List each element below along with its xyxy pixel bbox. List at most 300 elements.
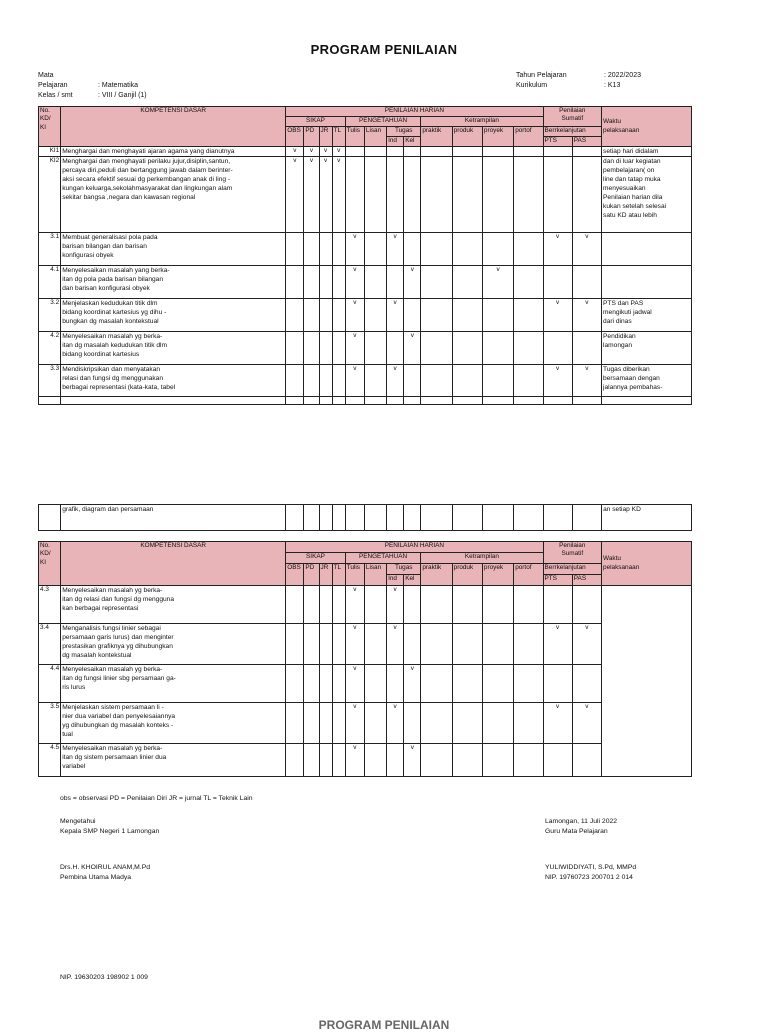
empty-cell [364, 586, 386, 624]
table-row [39, 744, 692, 777]
check-pd [304, 233, 319, 266]
col-waktu-header: Waktu pelaksanaan [602, 107, 692, 147]
waktu-cell [602, 586, 692, 777]
col-lisan-header-2: Lisan [364, 564, 386, 586]
empty-cell [514, 332, 543, 365]
check-proyek [482, 147, 513, 157]
check-pts [543, 586, 572, 624]
check-kel [404, 147, 421, 157]
col-sumatif-header: Penilaian Sumatif [543, 107, 602, 127]
empty-cell [514, 397, 543, 405]
check-tulis: v [345, 586, 364, 624]
empty-cell [332, 624, 345, 665]
empty-cell [332, 586, 345, 624]
check-pas [572, 586, 601, 624]
check-ind: v [387, 233, 404, 266]
check-tl [332, 332, 345, 365]
kd-continued-text: grafik, diagram dan persamaan [61, 505, 286, 531]
next-page-title: PROGRAM PENILAIAN [318, 1018, 450, 1032]
empty-cell [319, 586, 332, 624]
empty-cell [364, 703, 386, 744]
tahun-value: : 2022/2023 [604, 72, 641, 79]
check-jr [319, 332, 332, 365]
check-pts: v [543, 365, 572, 397]
check-pd: v [304, 157, 319, 233]
empty-cell [332, 665, 345, 703]
empty-cell [319, 397, 332, 405]
empty-cell [452, 157, 482, 233]
check-tl [332, 299, 345, 332]
check-pas [572, 332, 601, 365]
empty-cell [286, 586, 304, 624]
kd-description: Menjelaskan kedudukan titik dlm bidang koordinat kartesius yg dihu - bungkan dg masalah kontekstual [61, 299, 286, 332]
col-lisan-header: Lisan [364, 127, 386, 147]
check-tl [332, 266, 345, 299]
kd-number: KI2 [39, 157, 61, 233]
table-row [39, 266, 692, 299]
col-proyek-header: proyek [482, 127, 513, 147]
check-pts [543, 147, 572, 157]
check-kel [404, 365, 421, 397]
check-kel [404, 233, 421, 266]
check-obs [286, 266, 304, 299]
check-tulis: v [345, 624, 364, 665]
kd-description: Menyelesaikan masalah yg berka- itan dg fungsi linier sbg persamaan ga- ris lurus [61, 665, 286, 703]
empty-cell [364, 266, 386, 299]
empty-cell [421, 586, 452, 624]
kd-number: 4.4 [39, 665, 61, 703]
col-tl-header-2: TL [332, 564, 345, 586]
empty-cell [387, 397, 404, 405]
check-pd: v [304, 147, 319, 157]
kepala-signature-block [60, 863, 150, 883]
check-ind [387, 332, 404, 365]
check-pas: v [572, 299, 601, 332]
check-jr [319, 299, 332, 332]
col-kd-header: KOMPETENSI DASAR [61, 107, 286, 147]
empty-cell [421, 703, 452, 744]
check-kel: v [404, 266, 421, 299]
waktu-cell: PTS dan PAS mengikuti jadwal dari dinas [602, 299, 692, 332]
kurikulum-label: Kurikulum [516, 82, 548, 89]
empty-cell [404, 397, 421, 405]
col-sikap-header: SIKAP [286, 117, 346, 127]
check-proyek: v [482, 266, 513, 299]
guru-nip: NIP. 19760723 200701 2 014 [545, 874, 633, 881]
empty-cell [421, 332, 452, 365]
check-ind: v [387, 299, 404, 332]
empty-cell [452, 147, 482, 157]
check-obs [286, 233, 304, 266]
empty-cell [421, 624, 452, 665]
table-row [39, 365, 692, 397]
legend-text: obs = observasi PD = Penilaian Diri JR = jurnal TL = Teknik Lain [60, 795, 253, 802]
check-tulis: v [345, 665, 364, 703]
check-kel [404, 624, 421, 665]
kd-description: Menyelesaikan masalah yg berka- itan dg masalah kedudukan titik dlm bidang koordinat kartesius [61, 332, 286, 365]
check-pd [304, 365, 319, 397]
kd-number: 4.2 [39, 332, 61, 365]
meta-left [38, 71, 147, 101]
col-produk-header: produk [452, 127, 482, 147]
kd-description: Menganalisis fungsi linier sebagai persamaan garis lurus) dan menginter prestasikan grafiknya yg dihubungkan dg masalah kontekstual [61, 624, 286, 665]
check-jr [319, 266, 332, 299]
empty-cell [364, 365, 386, 397]
empty-cell [543, 397, 572, 405]
empty-cell [345, 397, 364, 405]
col-berkelanjutan-header-2: Berrkelanjutan [543, 564, 602, 575]
check-pas: v [572, 233, 601, 266]
place-date-text: Lamongan, 11 Juli 2022 [545, 818, 618, 825]
empty-cell [304, 624, 319, 665]
empty-cell [514, 157, 543, 233]
kd-description: Menjelaskan sistem persamaan li - nier dua variabel dan penyelesaiannya yg dihubungkan dg masalah konteks - tual [61, 703, 286, 744]
empty-cell [364, 397, 386, 405]
empty-cell [421, 266, 452, 299]
col-berkelanjutan-header: Berrkelanjutan [543, 127, 602, 137]
col-sumatif-header-2: Penilaian Sumatif [543, 542, 602, 564]
table-row [39, 299, 692, 332]
kd-description: Menyelesaikan masalah yg berka- itan dg sistem persamaan linier dua variabel [61, 744, 286, 777]
empty-cell [319, 703, 332, 744]
check-proyek [482, 365, 513, 397]
check-pas [572, 157, 601, 233]
check-pas [572, 266, 601, 299]
col-pas-header: PAS [572, 137, 601, 147]
check-jr: v [319, 147, 332, 157]
empty-cell [514, 147, 543, 157]
table-row [39, 332, 692, 365]
kd-number: 4.5 [39, 744, 61, 777]
check-pas: v [572, 624, 601, 665]
kepala-name: Drs.H. KHOIRUL ANAM,M.Pd [60, 864, 151, 871]
col-ketrampilan-header: Ketrampilan [421, 117, 543, 127]
check-pas: v [572, 703, 601, 744]
empty-cell [304, 703, 319, 744]
kd-number: 4.1 [39, 266, 61, 299]
empty-cell [364, 299, 386, 332]
empty-cell [304, 586, 319, 624]
guru-name: YULIWIDDIYATI, S.Pd, MMPd [545, 864, 637, 871]
empty-cell [452, 299, 482, 332]
empty-cell [514, 703, 543, 744]
table-row [39, 147, 692, 157]
empty-cell [319, 624, 332, 665]
waktu-cell: dan di luar kegiatan pembelajaran( on line dan tatap muka menyesuaikan Penilaian harian dila kukan setelah selesai satu KD atau lebih [602, 157, 692, 233]
kurikulum-value: : K13 [604, 82, 621, 89]
assessment-table-1 [38, 106, 692, 405]
kd-description: Membuat generalisasi pola pada barisan bilangan dan barisan konfigurasi obyek [61, 233, 286, 266]
col-obs-header-2: OBS [286, 564, 304, 586]
empty-cell [514, 365, 543, 397]
check-tulis [345, 147, 364, 157]
col-kd-header-2: KOMPETENSI DASAR [61, 542, 286, 586]
check-tulis: v [345, 703, 364, 744]
col-no-header-2: No. KD/ KI [39, 542, 61, 586]
check-tulis: v [345, 233, 364, 266]
empty-cell [452, 332, 482, 365]
col-kel-header: Kel [404, 137, 421, 147]
empty-cell [452, 665, 482, 703]
table-row [39, 624, 692, 665]
empty-cell [364, 624, 386, 665]
empty-cell [452, 266, 482, 299]
check-obs: v [286, 157, 304, 233]
col-tl-header: TL [332, 127, 345, 147]
check-pas [572, 665, 601, 703]
table-row [39, 233, 692, 266]
col-tugas-header: Tugas [387, 127, 421, 137]
empty-cell [304, 397, 319, 405]
empty-cell [452, 703, 482, 744]
empty-cell [482, 397, 513, 405]
kd-number: 4.3 [39, 586, 61, 624]
kd-number: 3.4 [39, 624, 61, 665]
waktu-cell: Pendidikan lamongan [602, 332, 692, 365]
col-obs-header: OBS [286, 127, 304, 147]
check-kel [404, 157, 421, 233]
empty-cell [421, 665, 452, 703]
empty-cell [514, 299, 543, 332]
waktu-continued-text: an setiap KD [602, 505, 692, 531]
empty-cell [286, 744, 304, 777]
meta-right [516, 71, 641, 91]
empty-cell [421, 365, 452, 397]
check-ind [387, 744, 404, 777]
col-ind-header: Ind [387, 137, 404, 147]
waktu-cell [602, 233, 692, 266]
check-pd [304, 332, 319, 365]
col-portof-header-2: portof [514, 564, 543, 586]
empty-cell [514, 624, 543, 665]
check-ind: v [387, 624, 404, 665]
empty-cell [482, 744, 513, 777]
col-harian-header-2: PENILAIAN HARIAN [286, 542, 543, 553]
empty-cell [514, 665, 543, 703]
empty-cell [364, 665, 386, 703]
check-proyek [482, 157, 513, 233]
check-kel [404, 703, 421, 744]
empty-cell [332, 397, 345, 405]
col-pts-header: PTS [543, 137, 572, 147]
waktu-cell: setiap hari didalam [602, 147, 692, 157]
check-tulis: v [345, 744, 364, 777]
check-ind: v [387, 703, 404, 744]
kelas-label: Kelas / smt [38, 92, 73, 99]
check-ind [387, 147, 404, 157]
check-kel: v [404, 332, 421, 365]
check-tulis [345, 157, 364, 233]
empty-cell [514, 233, 543, 266]
check-pts [543, 157, 572, 233]
col-kel-header-2: Kel [404, 575, 421, 586]
col-pd-header: PD [304, 127, 319, 147]
check-pts [543, 332, 572, 365]
check-tulis: v [345, 365, 364, 397]
kd-description: Mendiskripsikan dan menyatakan relasi dan fungsi dg menggunakan berbagai representasi (kata-kata, tabel [61, 365, 286, 397]
check-kel: v [404, 744, 421, 777]
empty-cell [452, 397, 482, 405]
empty-cell [421, 397, 452, 405]
check-obs [286, 365, 304, 397]
assessment-table-1-continued [38, 504, 692, 531]
empty-cell [319, 665, 332, 703]
check-proyek [482, 332, 513, 365]
tahun-label: Tahun Pelajaran [516, 72, 567, 79]
empty-cell [304, 744, 319, 777]
check-tulis: v [345, 332, 364, 365]
table-row [39, 586, 692, 624]
check-obs [286, 299, 304, 332]
empty-cell [452, 586, 482, 624]
empty-cell [364, 332, 386, 365]
empty-cell [421, 299, 452, 332]
check-tl: v [332, 147, 345, 157]
check-tulis: v [345, 299, 364, 332]
check-proyek [482, 233, 513, 266]
kepala-rank: Pembina Utama Madya [60, 874, 132, 881]
empty-cell [61, 397, 286, 405]
empty-cell [39, 397, 61, 405]
empty-cell [286, 397, 304, 405]
col-proyek-header-2: proyek [482, 564, 513, 586]
empty-cell [364, 147, 386, 157]
check-obs: v [286, 147, 304, 157]
col-pengetahuan-header: PENGETAHUAN [345, 117, 421, 127]
empty-cell [421, 147, 452, 157]
check-jr [319, 233, 332, 266]
kepala-sekolah-title: Kepala SMP Negeri 1 Lamongan [60, 828, 160, 835]
check-kel [404, 299, 421, 332]
check-proyek [482, 299, 513, 332]
empty-cell [319, 744, 332, 777]
check-pts: v [543, 624, 572, 665]
kd-description: Menghargai dan menghayati perilaku jujur,disiplin,santun, percaya diri,peduli dan bertanggung jawab dalam berinter- aksi secara efektif sesuai dg perkembangan anak di ling - kungan keluarga,sekolahmasyarakat dan lingkungan alam sekitar bangsa ,negara dan kawasan regional [61, 157, 286, 233]
col-produk-header-2: produk [452, 564, 482, 586]
page-title: PROGRAM PENILAIAN [310, 42, 458, 57]
col-no-header: No. KD/ KI [39, 107, 61, 147]
check-tl [332, 365, 345, 397]
kd-number: 3.5 [39, 703, 61, 744]
col-portof-header: portof [514, 127, 543, 147]
col-pd-header-2: PD [304, 564, 319, 586]
check-pts [543, 665, 572, 703]
guru-title: Guru Mata Pelajaran [545, 828, 608, 835]
empty-cell [421, 157, 452, 233]
mapel-value: : Matematika [98, 82, 139, 89]
check-ind [387, 665, 404, 703]
footer-left [60, 817, 159, 837]
empty-cell [572, 397, 601, 405]
waktu-cell: Tugas diberikan bersamaan dengan jalannya pembahas- [602, 365, 692, 397]
check-ind [387, 157, 404, 233]
check-pts: v [543, 299, 572, 332]
check-pas [572, 147, 601, 157]
table-row-cut [39, 397, 692, 405]
mapel-label: Mata Pelajaran [38, 72, 68, 89]
check-tl: v [332, 157, 345, 233]
table-row [39, 665, 692, 703]
col-praktik-header-2: praktik [421, 564, 452, 586]
kd-description: Menyelesaikan masalah yg berka- itan dg relasi dan fungsi dg mengguna kan berbagai representasi [61, 586, 286, 624]
check-pd [304, 299, 319, 332]
guru-signature-block [545, 863, 636, 883]
empty-cell [304, 665, 319, 703]
waktu-cell [602, 266, 692, 299]
check-kel [404, 586, 421, 624]
kd-number: KI1 [39, 147, 61, 157]
col-ind-header-2: Ind [387, 575, 404, 586]
kepala-nip: NIP. 19630203 198902 1 009 [60, 974, 148, 981]
kd-description: Menyelesaikan masalah yang berka- itan dg pola pada barisan bilangan dan barisan konfigurasi obyek [61, 266, 286, 299]
kd-number: 3.2 [39, 299, 61, 332]
empty-cell [482, 586, 513, 624]
check-obs [286, 332, 304, 365]
kelas-value: : VIII / Ganjil (1) [98, 92, 147, 99]
check-tl [332, 233, 345, 266]
empty-cell [482, 703, 513, 744]
empty-cell [364, 233, 386, 266]
check-ind [387, 266, 404, 299]
footer-right [545, 817, 617, 837]
empty-cell [482, 665, 513, 703]
check-tulis: v [345, 266, 364, 299]
empty-cell [452, 624, 482, 665]
col-pts-header-2: PTS [543, 575, 572, 586]
col-ketrampilan-header-2: Ketrampilan [421, 553, 543, 564]
empty-cell [421, 744, 452, 777]
col-praktik-header: praktik [421, 127, 452, 147]
mengetahui-text: Mengetahui [60, 818, 96, 825]
col-pengetahuan-header-2: PENGETAHUAN [345, 553, 421, 564]
check-pas [572, 744, 601, 777]
empty-cell [286, 665, 304, 703]
check-kel: v [404, 665, 421, 703]
kd-description: Menghargai dan menghayati ajaran agama yang dianutnya [61, 147, 286, 157]
col-waktu-header-2: Waktu pelaksanaan [602, 542, 692, 586]
empty-cell [332, 703, 345, 744]
empty-cell [452, 365, 482, 397]
check-pas: v [572, 365, 601, 397]
empty-cell [514, 586, 543, 624]
check-pts [543, 744, 572, 777]
empty-cell [421, 233, 452, 266]
empty-cell [514, 744, 543, 777]
check-ind: v [387, 365, 404, 397]
kd-number: 3.1 [39, 233, 61, 266]
table-row [39, 703, 692, 744]
empty-cell [332, 744, 345, 777]
col-pas-header-2: PAS [572, 575, 601, 586]
col-jr-header: JR [319, 127, 332, 147]
check-jr [319, 365, 332, 397]
table-row [39, 157, 692, 233]
empty-cell [364, 157, 386, 233]
check-pts: v [543, 703, 572, 744]
col-tulis-header: Tulis [345, 127, 364, 147]
check-pts: v [543, 233, 572, 266]
empty-cell [482, 624, 513, 665]
empty-cell [286, 703, 304, 744]
col-tugas-header-2: Tugas [387, 564, 421, 575]
empty-cell [514, 266, 543, 299]
col-tulis-header-2: Tulis [345, 564, 364, 586]
empty-cell [286, 624, 304, 665]
check-ind: v [387, 586, 404, 624]
col-harian-header: PENILAIAN HARIAN [286, 107, 543, 117]
col-jr-header-2: JR [319, 564, 332, 586]
empty-cell [452, 744, 482, 777]
